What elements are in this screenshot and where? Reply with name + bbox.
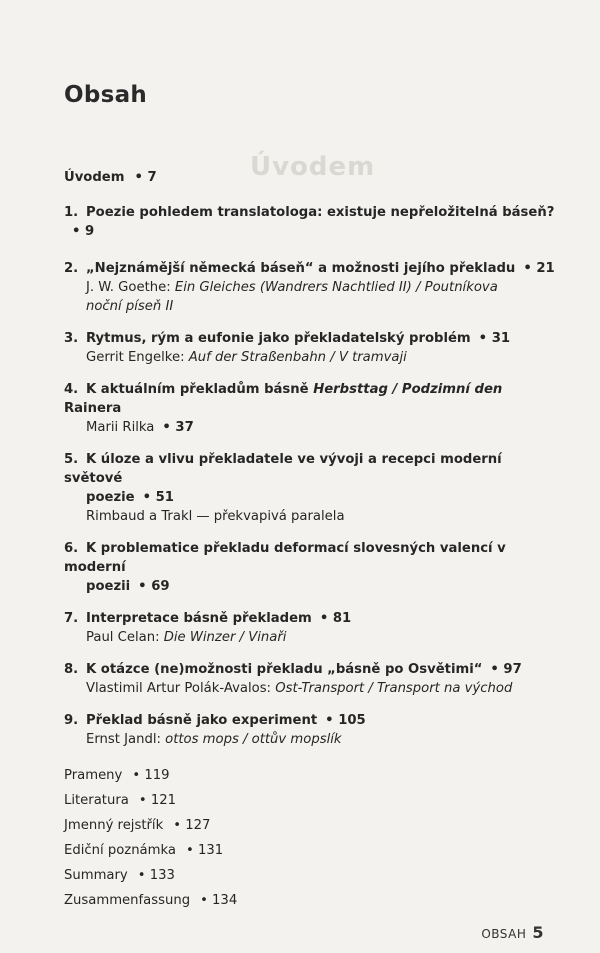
- item-label: Prameny: [64, 768, 123, 783]
- entry-title: Interpretace básně překladem: [86, 611, 312, 626]
- entry-title-cont: poezie: [86, 490, 135, 505]
- item-label: Summary: [64, 868, 128, 883]
- back-matter-item: [64, 838, 564, 863]
- toc-entry-5: [64, 450, 564, 526]
- item-page: • 134: [200, 893, 238, 908]
- toc-entry-4: [64, 380, 564, 437]
- entry-number: 2.: [64, 261, 79, 276]
- entry-poem-title: Auf der Straßenbahn / V tramvaji: [188, 350, 407, 365]
- page-title: Obsah: [64, 82, 148, 108]
- item-page: • 131: [185, 843, 224, 858]
- entry-title: Překlad básně jako experiment: [86, 713, 318, 728]
- entry-number: 4.: [64, 382, 79, 397]
- toc-entry-3: [64, 329, 564, 367]
- entry-number: 5.: [64, 452, 79, 467]
- entry-page: • 81: [319, 611, 352, 626]
- entry-title-cont: Marii Rilka: [86, 420, 155, 435]
- entry-page: • 9: [72, 224, 95, 239]
- table-of-contents: [64, 168, 564, 913]
- entry-number: 9.: [64, 713, 79, 728]
- page-footer: [481, 923, 544, 942]
- entry-title: K aktuálním překladům básně: [86, 382, 314, 397]
- entry-title: Rytmus, rým a eufonie jako překladatelský problém: [86, 331, 471, 346]
- toc-entry-1: [64, 203, 564, 241]
- entry-poem-title: ottos mops / ottův mopslík: [165, 732, 342, 747]
- back-matter-item: [64, 888, 564, 913]
- entry-number: 3.: [64, 331, 79, 346]
- toc-entry-9: [64, 711, 564, 749]
- entry-author: Gerrit Engelke:: [86, 350, 189, 365]
- entry-title: K problematice překladu deformací slovesných valencí v moderní: [64, 541, 506, 575]
- entry-author: J. W. Goethe:: [86, 280, 175, 295]
- entry-page: • 31: [478, 331, 511, 346]
- entry-title-cont: poezii: [86, 579, 131, 594]
- item-label: Literatura: [64, 793, 129, 808]
- entry-poem-title-cont: noční píseň II: [86, 299, 174, 314]
- toc-entry-8: [64, 660, 564, 698]
- toc-entry-2: [64, 259, 564, 316]
- entry-page: • 7: [134, 170, 157, 185]
- entry-page: • 37: [162, 420, 194, 435]
- back-matter-list: [64, 763, 564, 913]
- entry-number: 1.: [64, 205, 79, 220]
- entry-title-italic: Herbsttag / Podzimní den: [313, 382, 503, 397]
- entry-number: 6.: [64, 541, 79, 556]
- page-number: 5: [532, 923, 544, 942]
- entry-page: • 105: [325, 713, 366, 728]
- item-label: Ediční poznámka: [64, 843, 176, 858]
- back-matter-item: [64, 863, 564, 888]
- entry-page: • 51: [142, 490, 174, 505]
- entry-number: 8.: [64, 662, 79, 677]
- item-page: • 127: [173, 818, 211, 833]
- entry-poem-title: Ein Gleiches (Wandrers Nachtlied II) / Poutníkova: [174, 280, 498, 295]
- entry-title: „Nejznámější německá báseň“ a možnosti jejího překladu: [86, 261, 516, 276]
- toc-entry-intro: [64, 168, 564, 187]
- toc-entry-7: [64, 609, 564, 647]
- entry-title: Úvodem: [64, 170, 125, 185]
- entry-subtitle: Rimbaud a Trakl — překvapivá paralela: [86, 509, 345, 524]
- back-matter-item: [64, 813, 564, 838]
- entry-number: 7.: [64, 611, 79, 626]
- entry-poem-title: Ost-Transport / Transport na východ: [275, 681, 513, 696]
- entry-page: • 97: [490, 662, 522, 677]
- running-footer-label: OBSAH: [481, 927, 527, 941]
- toc-entry-6: [64, 539, 564, 596]
- entry-title: Poezie pohledem translatologa: existuje nepřeložitelná báseň?: [86, 205, 555, 220]
- entry-author: Ernst Jandl:: [86, 732, 166, 747]
- entry-title-end: Rainera: [64, 401, 122, 416]
- entry-title: K otázce (ne)možnosti překladu „básně po Osvětimi“: [86, 662, 483, 677]
- item-page: • 133: [137, 868, 175, 883]
- entry-author: Paul Celan:: [86, 630, 164, 645]
- item-page: • 119: [132, 768, 170, 783]
- entry-author: Vlastimil Artur Polák-Avalos:: [86, 681, 276, 696]
- entry-poem-title: Die Winzer / Vinaři: [163, 630, 287, 645]
- item-label: Jmenný rejstřík: [64, 818, 164, 833]
- entry-title: K úloze a vlivu překladatele ve vývoji a recepci moderní světové: [64, 452, 502, 486]
- show-through-heading: Úvodem: [250, 152, 376, 182]
- entry-page: • 69: [138, 579, 170, 594]
- back-matter-item: [64, 763, 564, 788]
- item-label: Zusammenfassung: [64, 893, 191, 908]
- entry-page: • 21: [523, 261, 555, 276]
- item-page: • 121: [138, 793, 176, 808]
- back-matter-item: [64, 788, 564, 813]
